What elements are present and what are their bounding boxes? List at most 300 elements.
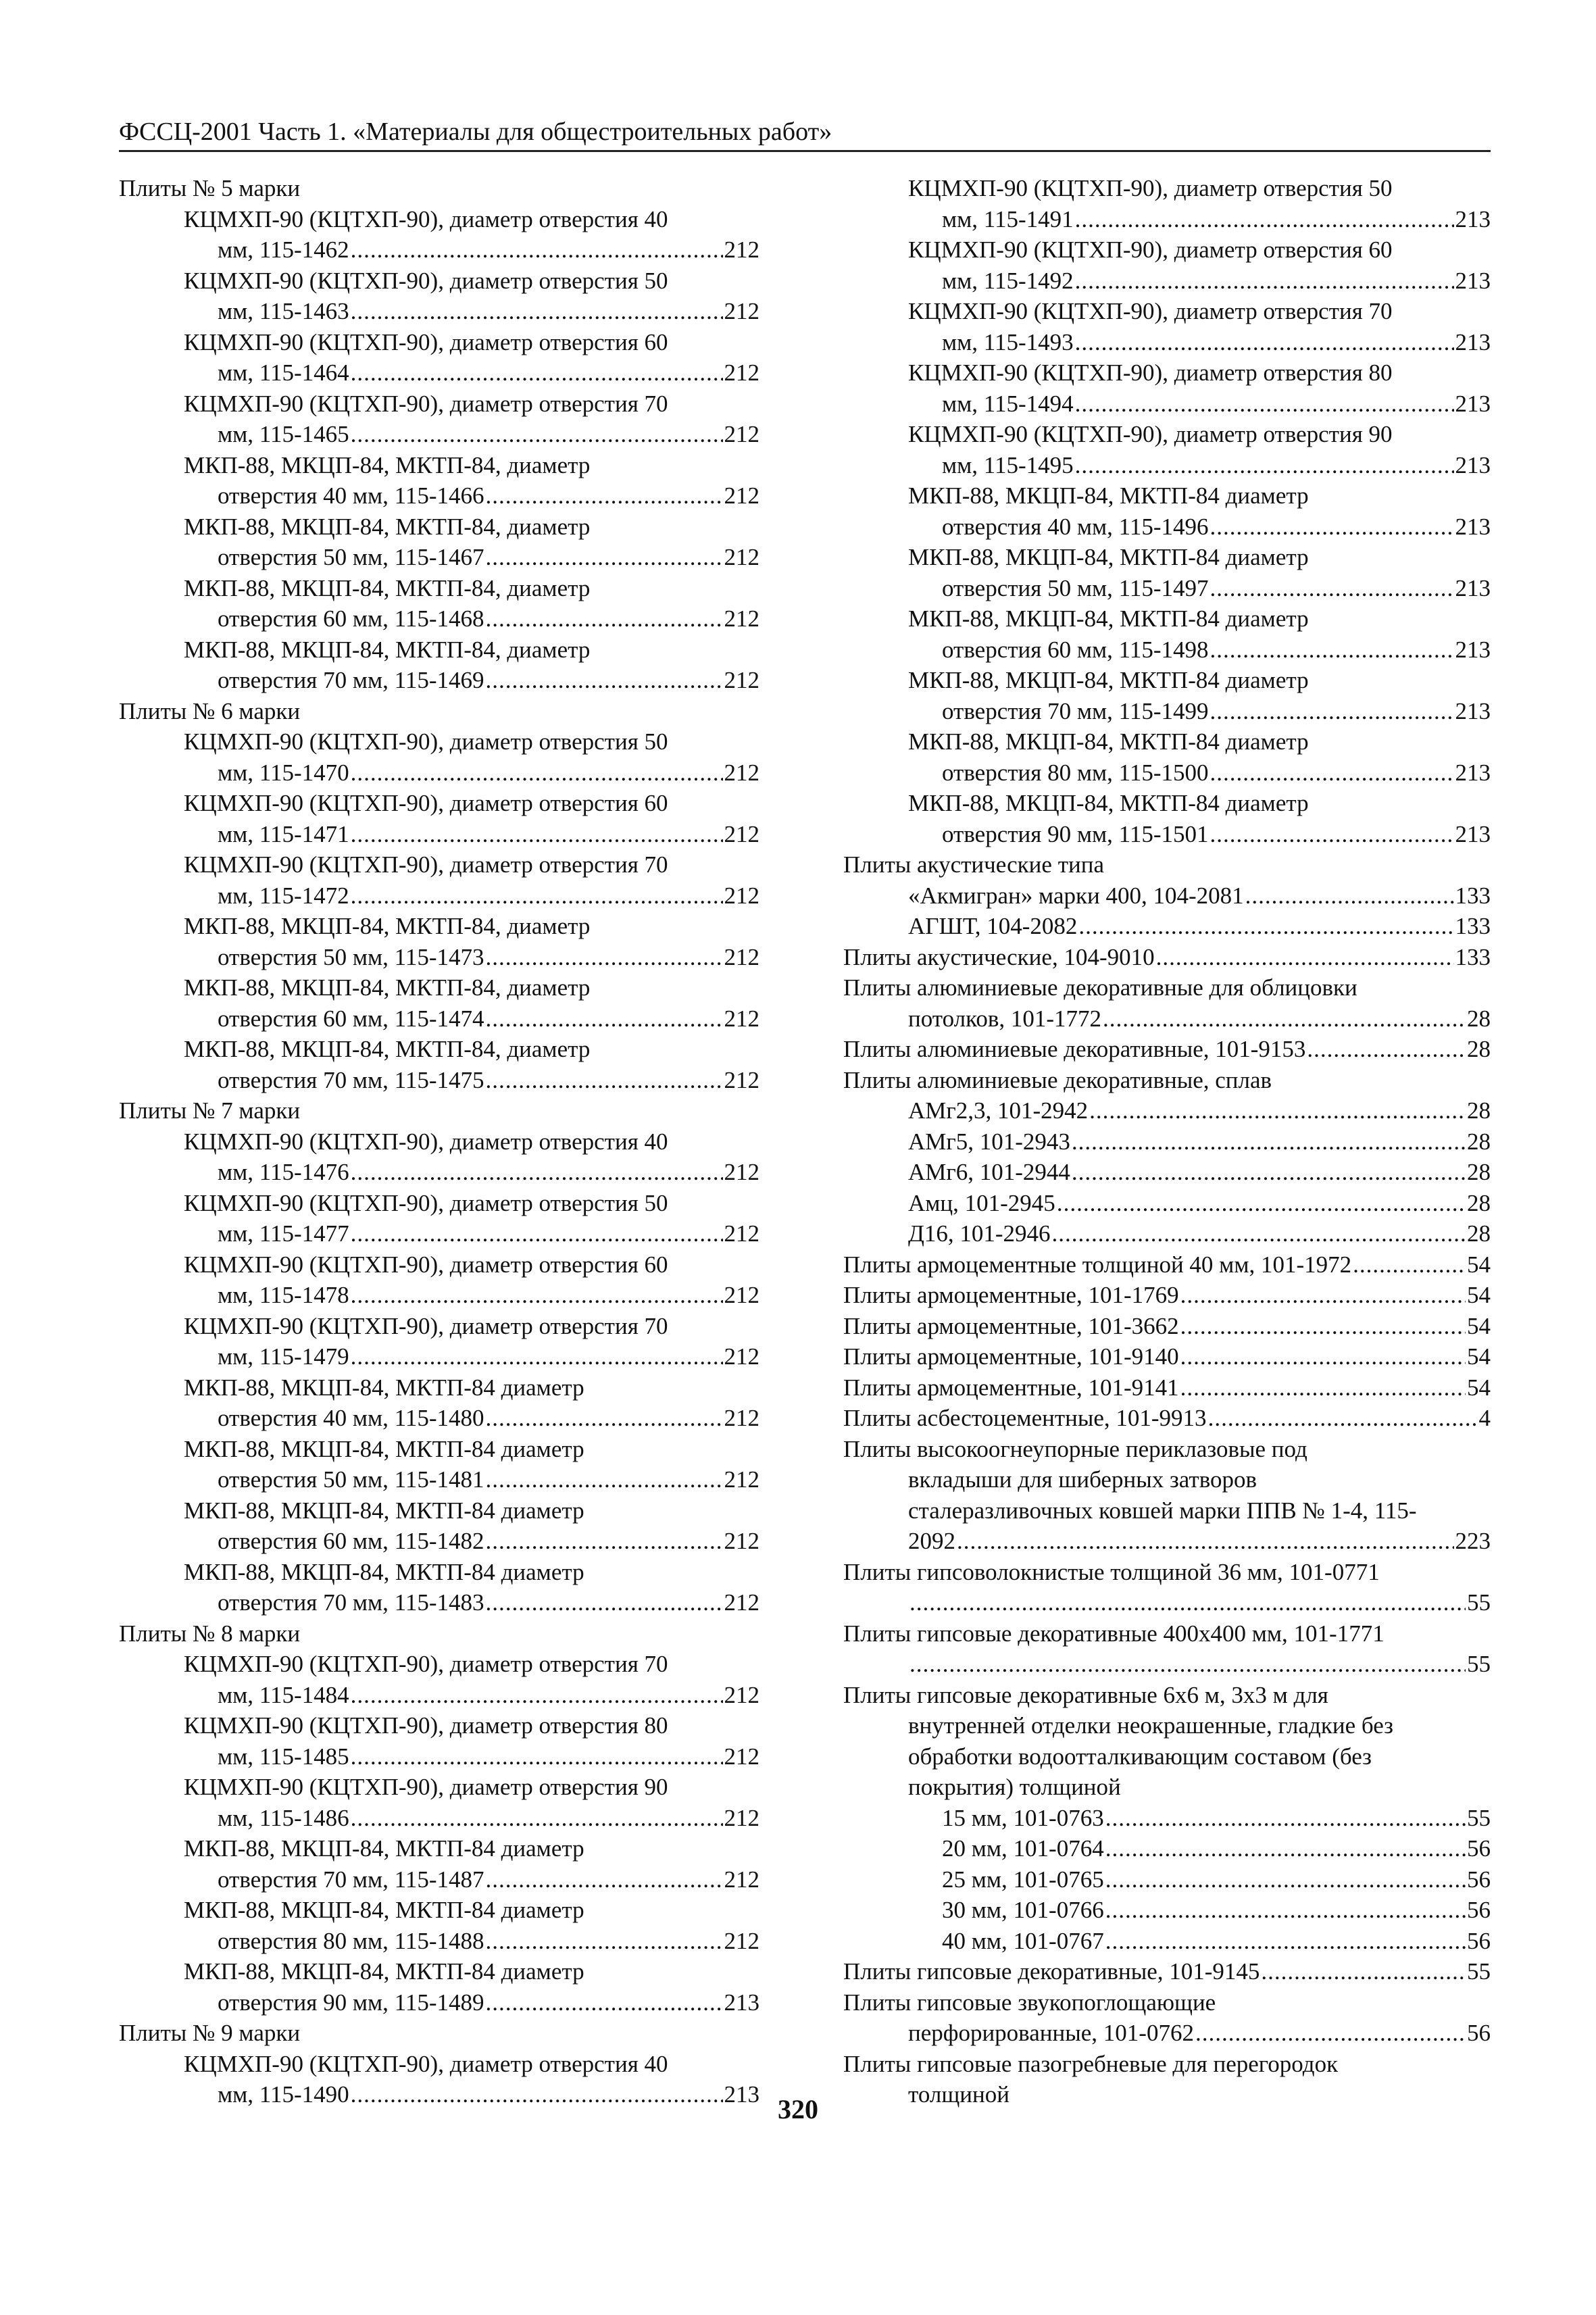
entry-text: Плиты № 9 марки xyxy=(119,2020,301,2046)
dot-leader xyxy=(351,1157,723,1188)
entry-page-ref: 212 xyxy=(724,1743,759,1770)
entry-text: перфорированные, 101-0762 xyxy=(908,2020,1194,2046)
page-number: 320 xyxy=(778,2094,818,2124)
index-entry-line xyxy=(119,1926,759,1957)
index-entry-line xyxy=(119,266,759,297)
index-entry-line xyxy=(119,1557,759,1588)
entry-text: Плиты армоцементные, 101-9141 xyxy=(843,1374,1179,1401)
entry-text: мм, 115-1465 xyxy=(218,421,349,447)
index-column-right xyxy=(843,173,1491,2110)
dot-leader xyxy=(486,1864,723,1895)
entry-page-ref: 212 xyxy=(724,882,759,909)
index-entry-line xyxy=(119,327,759,358)
entry-page-ref: 212 xyxy=(724,1005,759,1032)
entry-page-ref: 4 xyxy=(1478,1405,1491,1431)
dot-leader xyxy=(909,1649,1466,1680)
entry-text: отверстия 50 мм, 115-1473 xyxy=(218,943,484,970)
entry-text: мм, 115-1492 xyxy=(942,267,1074,294)
index-entry-line xyxy=(843,849,1491,880)
entry-page-ref: 213 xyxy=(1455,451,1491,478)
dot-leader xyxy=(351,1218,723,1249)
index-entry-line xyxy=(843,726,1491,757)
index-entry-line xyxy=(843,389,1491,420)
entry-text: мм, 115-1486 xyxy=(218,1804,349,1831)
entry-text: КЦМХП-90 (КЦТХП-90), диаметр отверстия 50 xyxy=(184,1189,668,1216)
entry-text: вкладыши для шиберных затворов xyxy=(908,1466,1257,1493)
entry-text: «Акмигран» марки 400, 104-2081 xyxy=(908,882,1244,909)
entry-page-ref: 213 xyxy=(724,1989,759,2016)
entry-text: АГШТ, 104-2082 xyxy=(908,913,1078,939)
entry-text: МКП-88, МКЦП-84, МКТП-84 диаметр xyxy=(184,1435,584,1462)
index-entry-line xyxy=(119,1003,759,1035)
index-entry-line xyxy=(843,1895,1491,1926)
dot-leader xyxy=(1307,1034,1466,1065)
index-entry-line xyxy=(843,1034,1491,1065)
entry-page-ref: 212 xyxy=(724,1528,759,1554)
entry-text: МКП-88, МКЦП-84, МКТП-84, диаметр xyxy=(184,636,591,663)
entry-page-ref: 213 xyxy=(1455,759,1491,786)
index-entry-line xyxy=(119,1987,759,2018)
dot-leader xyxy=(1105,1926,1466,1957)
dot-leader xyxy=(1261,1956,1466,1987)
entry-page-ref: 54 xyxy=(1467,1282,1491,1308)
index-entry-line xyxy=(119,1218,759,1249)
entry-text: МКП-88, МКЦП-84, МКТП-84 диаметр xyxy=(908,790,1309,816)
entry-text: 25 мм, 101-0765 xyxy=(942,1866,1104,1893)
entry-page-ref: 212 xyxy=(724,298,759,324)
entry-page-ref: 213 xyxy=(724,2081,759,2108)
entry-page-ref: 213 xyxy=(1455,390,1491,417)
entry-text: 40 мм, 101-0767 xyxy=(942,1927,1104,1954)
index-entry-line xyxy=(843,1926,1491,1957)
entry-text: КЦМХП-90 (КЦТХП-90), диаметр отверстия 90 xyxy=(908,421,1393,447)
dot-leader xyxy=(1105,1803,1466,1834)
entry-text: Плиты армоцементные толщиной 40 мм, 101-1972 xyxy=(843,1251,1352,1278)
entry-page-ref: 54 xyxy=(1467,1343,1491,1370)
index-entry-line xyxy=(843,1157,1491,1188)
index-entry-line xyxy=(843,634,1491,666)
dot-leader xyxy=(351,757,723,789)
entry-page-ref: 212 xyxy=(724,1927,759,1954)
index-entry-line xyxy=(843,1280,1491,1311)
entry-text: отверстия 70 мм, 115-1487 xyxy=(218,1866,484,1893)
entry-text: мм, 115-1462 xyxy=(218,237,349,263)
entry-text: Плиты высокоогнеупорные периклазовые под xyxy=(843,1435,1307,1462)
index-entry-line xyxy=(843,1003,1491,1035)
dot-leader xyxy=(486,1003,723,1035)
entry-text: МКП-88, МКЦП-84, МКТП-84 диаметр xyxy=(184,1497,584,1524)
entry-text: мм, 115-1478 xyxy=(218,1282,349,1308)
index-entry-line xyxy=(119,1249,759,1280)
entry-text: КЦМХП-90 (КЦТХП-90), диаметр отверстия 40 xyxy=(184,1128,668,1155)
entry-text: Плиты № 8 марки xyxy=(119,1620,301,1647)
entry-text: МКП-88, МКЦП-84, МКТП-84 диаметр xyxy=(908,667,1309,693)
index-entry-line xyxy=(119,757,759,789)
index-entry-line xyxy=(843,1680,1491,1711)
index-entry-line xyxy=(843,327,1491,358)
dot-leader xyxy=(1180,1280,1466,1311)
entry-page-ref: 55 xyxy=(1467,1651,1491,1677)
index-entry-line xyxy=(119,1833,759,1864)
entry-page-ref: 212 xyxy=(724,544,759,570)
entry-page-ref: 212 xyxy=(724,820,759,847)
entry-page-ref: 213 xyxy=(1455,513,1491,540)
dot-leader xyxy=(1103,1003,1466,1035)
entry-text: КЦМХП-90 (КЦТХП-90), диаметр отверстия 70 xyxy=(184,1312,668,1339)
index-entry-line xyxy=(843,696,1491,727)
index-entry-line xyxy=(843,1065,1491,1096)
entry-text: отверстия 60 мм, 115-1498 xyxy=(942,636,1209,663)
entry-text: АМг2,3, 101-2942 xyxy=(908,1097,1089,1124)
entry-text: отверстия 90 мм, 115-1489 xyxy=(218,1989,484,2016)
entry-text: МКП-88, МКЦП-84, МКТП-84, диаметр xyxy=(184,574,591,601)
index-entry-line xyxy=(119,1034,759,1065)
dot-leader xyxy=(1105,1895,1466,1926)
entry-text: Плиты алюминиевые декоративные, 101-9153 xyxy=(843,1036,1306,1062)
entry-text: Плиты армоцементные, 101-3662 xyxy=(843,1312,1179,1339)
entry-text: мм, 115-1464 xyxy=(218,359,349,386)
index-entry-line xyxy=(119,1772,759,1803)
index-entry-line xyxy=(119,1065,759,1096)
entry-text: мм, 115-1490 xyxy=(218,2081,349,2108)
dot-leader xyxy=(486,480,723,512)
index-entry-line xyxy=(119,880,759,912)
entry-text: мм, 115-1476 xyxy=(218,1159,349,1185)
index-entry-line xyxy=(119,696,759,727)
entry-text: мм, 115-1485 xyxy=(218,1743,349,1770)
index-entry-line xyxy=(843,450,1491,481)
entry-page-ref: 213 xyxy=(1455,697,1491,724)
dot-leader xyxy=(1210,512,1454,543)
index-entry-line xyxy=(843,1803,1491,1834)
index-entry-line xyxy=(119,204,759,235)
entry-text: КЦМХП-90 (КЦТХП-90), диаметр отверстия 50 xyxy=(908,175,1393,201)
dot-leader xyxy=(1195,2018,1466,2049)
index-entry-line xyxy=(119,1157,759,1188)
dot-leader xyxy=(486,1926,723,1957)
index-entry-line xyxy=(843,1618,1491,1649)
index-entry-line xyxy=(119,389,759,420)
index-entry-line xyxy=(119,296,759,327)
entry-page-ref: 212 xyxy=(724,482,759,509)
entry-text: отверстия 40 мм, 115-1466 xyxy=(218,482,484,509)
dot-leader xyxy=(486,1987,723,2018)
entry-page-ref: 28 xyxy=(1467,1159,1491,1185)
entry-text: мм, 115-1493 xyxy=(942,328,1074,355)
entry-page-ref: 212 xyxy=(724,1220,759,1247)
entry-text: мм, 115-1495 xyxy=(942,451,1074,478)
header-rule xyxy=(119,150,1491,152)
dot-leader xyxy=(351,1341,723,1372)
entry-page-ref: 133 xyxy=(1455,943,1491,970)
index-entry-line xyxy=(843,2049,1491,2080)
index-entry-line xyxy=(119,972,759,1003)
entry-text: 30 мм, 101-0766 xyxy=(942,1897,1104,1923)
index-entry-line xyxy=(843,1464,1491,1495)
entry-text: Амц, 101-2945 xyxy=(908,1189,1055,1216)
dot-leader xyxy=(351,1680,723,1711)
dot-leader xyxy=(957,1526,1454,1557)
dot-leader xyxy=(1210,573,1454,604)
dot-leader xyxy=(486,665,723,696)
entry-text: КЦМХП-90 (КЦТХП-90), диаметр отверстия 60 xyxy=(184,1251,668,1278)
entry-text: МКП-88, МКЦП-84, МКТП-84, диаметр xyxy=(184,974,591,1001)
entry-text: Плиты гипсоволокнистые толщиной 36 мм, 101-0771 xyxy=(843,1558,1380,1585)
entry-text: Плиты № 5 марки xyxy=(119,175,301,201)
entry-text: покрытия) толщиной xyxy=(908,1774,1121,1800)
index-entry-line xyxy=(119,1710,759,1741)
entry-text: отверстия 60 мм, 115-1468 xyxy=(218,605,484,632)
dot-leader xyxy=(1075,389,1454,420)
entry-text: отверстия 80 мм, 115-1488 xyxy=(218,1927,484,1954)
entry-text: АМг5, 101-2943 xyxy=(908,1128,1070,1155)
index-entry-line xyxy=(843,1341,1491,1372)
dot-leader xyxy=(1075,204,1454,235)
index-entry-line xyxy=(119,1311,759,1342)
entry-text: Плиты гипсовые звукопоглощающие xyxy=(843,1989,1216,2016)
index-entry-line xyxy=(843,972,1491,1003)
index-entry-line xyxy=(843,1864,1491,1895)
entry-page-ref: 55 xyxy=(1467,1958,1491,1985)
index-entry-line xyxy=(843,1434,1491,1465)
entry-text: МКП-88, МКЦП-84, МКТП-84 диаметр xyxy=(184,1374,584,1401)
dot-leader xyxy=(1072,1157,1466,1188)
index-entry-line xyxy=(843,1372,1491,1403)
index-entry-line xyxy=(119,173,759,204)
index-entry-line xyxy=(119,542,759,573)
entry-text: отверстия 70 мм, 115-1499 xyxy=(942,697,1209,724)
index-entry-line xyxy=(119,726,759,757)
index-entry-line xyxy=(119,234,759,266)
index-entry-line xyxy=(843,1710,1491,1741)
index-entry-line xyxy=(843,757,1491,789)
entry-page-ref: 54 xyxy=(1467,1374,1491,1401)
entry-page-ref: 212 xyxy=(724,605,759,632)
entry-page-ref: 212 xyxy=(724,359,759,386)
entry-page-ref: 28 xyxy=(1467,1220,1491,1247)
dot-leader xyxy=(1180,1372,1466,1403)
entry-text: Плиты алюминиевые декоративные, сплав xyxy=(843,1066,1272,1093)
entry-text: МКП-88, МКЦП-84, МКТП-84, диаметр xyxy=(184,1036,591,1062)
index-entry-line xyxy=(119,1526,759,1557)
index-entry-line xyxy=(119,1280,759,1311)
dot-leader xyxy=(351,234,723,266)
index-entry-line xyxy=(843,1987,1491,2018)
entry-text: сталеразливочных ковшей марки ППВ № 1-4, 115- xyxy=(908,1497,1417,1524)
index-entry-line xyxy=(119,1803,759,1834)
entry-page-ref: 212 xyxy=(724,1466,759,1493)
index-entry-line xyxy=(843,419,1491,450)
index-entry-line xyxy=(843,512,1491,543)
dot-leader xyxy=(351,357,723,389)
entry-text: МКП-88, МКЦП-84, МКТП-84, диаметр xyxy=(184,451,591,478)
entry-text: Плиты гипсовые декоративные, 101-9145 xyxy=(843,1958,1260,1985)
index-entry-line xyxy=(843,1495,1491,1526)
index-entry-line xyxy=(843,1833,1491,1864)
dot-leader xyxy=(351,880,723,912)
entry-text: отверстия 40 мм, 115-1496 xyxy=(942,513,1209,540)
index-entry-line xyxy=(843,204,1491,235)
dot-leader xyxy=(1210,757,1454,789)
index-entry-line xyxy=(119,819,759,850)
index-entry-line xyxy=(843,880,1491,912)
index-column-left xyxy=(119,173,759,2110)
entry-page-ref: 28 xyxy=(1467,1005,1491,1032)
dot-leader xyxy=(1089,1095,1466,1126)
dot-leader xyxy=(486,942,723,973)
index-entry-line xyxy=(843,1249,1491,1280)
index-entry-line xyxy=(119,2049,759,2080)
entry-page-ref: 56 xyxy=(1467,2020,1491,2046)
dot-leader xyxy=(486,1065,723,1096)
entry-text: Плиты армоцементные, 101-9140 xyxy=(843,1343,1179,1370)
entry-text: отверстия 70 мм, 115-1469 xyxy=(218,667,484,693)
entry-text: обработки водоотталкивающим составом (без xyxy=(908,1743,1372,1770)
index-entry-line xyxy=(843,1311,1491,1342)
entry-text: мм, 115-1477 xyxy=(218,1220,349,1247)
entry-text: отверстия 60 мм, 115-1482 xyxy=(218,1528,484,1554)
entry-text: КЦМХП-90 (КЦТХП-90), диаметр отверстия 60 xyxy=(184,328,668,355)
dot-leader xyxy=(1105,1864,1466,1895)
entry-text: АМг6, 101-2944 xyxy=(908,1159,1070,1185)
index-entry-line xyxy=(119,1434,759,1465)
index-entry-line xyxy=(843,942,1491,973)
index-entry-line xyxy=(843,1557,1491,1588)
dot-leader xyxy=(1075,327,1454,358)
entry-page-ref: 213 xyxy=(1455,636,1491,663)
index-entry-line xyxy=(119,942,759,973)
entry-text: отверстия 90 мм, 115-1501 xyxy=(942,820,1209,847)
entry-page-ref: 28 xyxy=(1467,1189,1491,1216)
entry-text: отверстия 70 мм, 115-1475 xyxy=(218,1066,484,1093)
index-entry-line xyxy=(119,2018,759,2049)
entry-text: потолков, 101-1772 xyxy=(908,1005,1102,1032)
index-entry-line xyxy=(119,450,759,481)
entry-page-ref: 212 xyxy=(724,421,759,447)
entry-page-ref: 212 xyxy=(724,1159,759,1185)
index-entry-line xyxy=(843,296,1491,327)
entry-page-ref: 213 xyxy=(1455,267,1491,294)
entry-text: КЦМХП-90 (КЦТХП-90), диаметр отверстия 60 xyxy=(908,237,1393,263)
index-entry-line xyxy=(119,1956,759,1987)
entry-text: МКП-88, МКЦП-84, МКТП-84 диаметр xyxy=(184,1558,584,1585)
entry-text: отверстия 40 мм, 115-1480 xyxy=(218,1405,484,1431)
index-entry-line xyxy=(119,1649,759,1680)
entry-text: мм, 115-1479 xyxy=(218,1343,349,1370)
dot-leader xyxy=(1353,1249,1466,1280)
entry-text: МКП-88, МКЦП-84, МКТП-84 диаметр xyxy=(908,605,1309,632)
dot-leader xyxy=(486,1587,723,1618)
entry-text: МКП-88, МКЦП-84, МКТП-84 диаметр xyxy=(184,1835,584,1862)
dot-leader xyxy=(486,1526,723,1557)
index-entry-line xyxy=(843,603,1491,634)
entry-text: внутренней отделки неокрашенные, гладкие без xyxy=(908,1712,1393,1739)
entry-page-ref: 212 xyxy=(724,1405,759,1431)
dot-leader xyxy=(351,1803,723,1834)
index-entry-line xyxy=(843,1772,1491,1803)
entry-page-ref: 212 xyxy=(724,759,759,786)
index-entry-line xyxy=(119,573,759,604)
index-entry-line xyxy=(119,911,759,942)
entry-text: мм, 115-1470 xyxy=(218,759,349,786)
dot-leader xyxy=(351,296,723,327)
entry-text: КЦМХП-90 (КЦТХП-90), диаметр отверстия 40 xyxy=(184,205,668,232)
entry-text: мм, 115-1472 xyxy=(218,882,349,909)
entry-text: отверстия 50 мм, 115-1481 xyxy=(218,1466,484,1493)
dot-leader xyxy=(351,1280,723,1311)
entry-text: мм, 115-1491 xyxy=(942,205,1074,232)
entry-text: 2092 xyxy=(908,1528,955,1554)
entry-page-ref: 212 xyxy=(724,943,759,970)
dot-leader xyxy=(909,1587,1466,1618)
entry-text: КЦМХП-90 (КЦТХП-90), диаметр отверстия 70 xyxy=(184,390,668,417)
dot-leader xyxy=(1078,911,1453,942)
entry-text: Плиты армоцементные, 101-1769 xyxy=(843,1282,1179,1308)
entry-text: мм, 115-1471 xyxy=(218,820,349,847)
entry-page-ref: 28 xyxy=(1467,1036,1491,1062)
entry-page-ref: 212 xyxy=(724,1282,759,1308)
entry-text: отверстия 50 мм, 115-1497 xyxy=(942,574,1209,601)
entry-text: Д16, 101-2946 xyxy=(908,1220,1051,1247)
entry-page-ref: 28 xyxy=(1467,1128,1491,1155)
entry-page-ref: 54 xyxy=(1467,1251,1491,1278)
index-entry-line xyxy=(843,665,1491,696)
entry-text: мм, 115-1484 xyxy=(218,1681,349,1708)
entry-text: МКП-88, МКЦП-84, МКТП-84 диаметр xyxy=(908,544,1309,570)
dot-leader xyxy=(1180,1311,1466,1342)
entry-page-ref: 213 xyxy=(1455,820,1491,847)
index-entry-line xyxy=(119,849,759,880)
entry-page-ref: 212 xyxy=(724,1343,759,1370)
index-entry-line xyxy=(843,1649,1491,1680)
index-entry-line xyxy=(119,1095,759,1126)
entry-text: МКП-88, МКЦП-84, МКТП-84, диаметр xyxy=(184,913,591,939)
dot-leader xyxy=(1156,942,1454,973)
index-entry-line xyxy=(119,1341,759,1372)
index-entry-line xyxy=(843,1587,1491,1618)
index-entry-line xyxy=(119,1495,759,1526)
entry-page-ref: 56 xyxy=(1467,1866,1491,1893)
page-header: ФССЦ-2001 Часть 1. «Материалы для общестроительных работ» xyxy=(119,118,832,146)
dot-leader xyxy=(1075,266,1454,297)
entry-text: мм, 115-1494 xyxy=(942,390,1074,417)
entry-page-ref: 28 xyxy=(1467,1097,1491,1124)
entry-page-ref: 212 xyxy=(724,1681,759,1708)
entry-text: Плиты акустические типа xyxy=(843,851,1104,878)
index-entry-line xyxy=(843,1526,1491,1557)
entry-text: КЦМХП-90 (КЦТХП-90), диаметр отверстия 40 xyxy=(184,2050,668,2077)
dot-leader xyxy=(486,542,723,573)
index-entry-line xyxy=(843,357,1491,389)
dot-leader xyxy=(1210,819,1454,850)
dot-leader xyxy=(486,603,723,634)
entry-page-ref: 56 xyxy=(1467,1897,1491,1923)
index-entry-line xyxy=(119,634,759,666)
entry-text: МКП-88, МКЦП-84, МКТП-84 диаметр xyxy=(908,728,1309,755)
entry-page-ref: 213 xyxy=(1455,574,1491,601)
entry-page-ref: 212 xyxy=(724,237,759,263)
entry-page-ref: 55 xyxy=(1467,1589,1491,1616)
index-entry-line xyxy=(843,788,1491,819)
entry-text: отверстия 50 мм, 115-1467 xyxy=(218,544,484,570)
entry-page-ref: 212 xyxy=(724,1866,759,1893)
entry-page-ref: 133 xyxy=(1455,913,1491,939)
index-entry-line xyxy=(119,480,759,512)
entry-page-ref: 55 xyxy=(1467,1804,1491,1831)
entry-page-ref: 212 xyxy=(724,1804,759,1831)
entry-text: КЦМХП-90 (КЦТХП-90), диаметр отверстия 50 xyxy=(184,728,668,755)
entry-text: Плиты № 7 марки xyxy=(119,1097,301,1124)
